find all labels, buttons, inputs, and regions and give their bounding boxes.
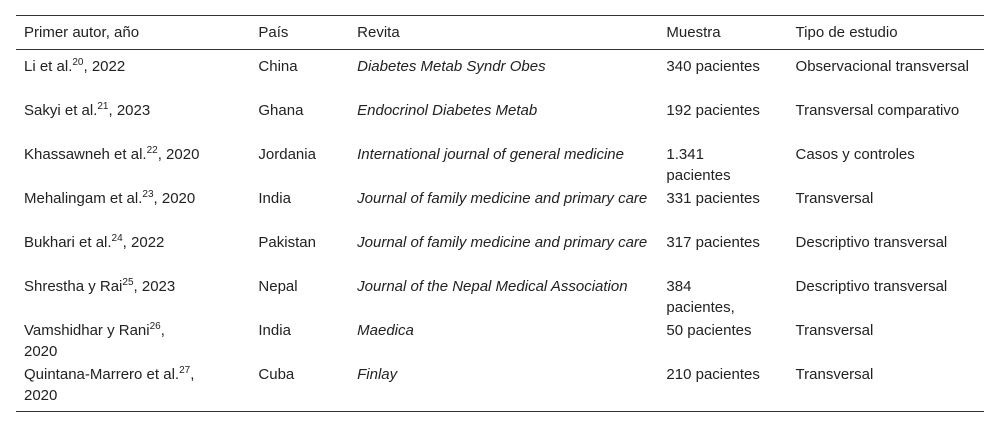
table-row: [16, 362, 984, 412]
author-text: [24, 144, 200, 165]
author-text: [24, 188, 200, 209]
cell-journal: Journal of the Nepal Medical Association: [357, 278, 628, 295]
cell-journal: International journal of general medicine: [357, 146, 624, 163]
author-year: , 2022: [122, 234, 165, 251]
study-table-container: [16, 15, 984, 412]
header-sample: Muestra: [666, 24, 721, 41]
author-name: Quintana-Marrero et al.: [24, 366, 180, 383]
table-row: [16, 274, 984, 318]
author-text: [24, 364, 200, 406]
author-year: , 2020: [153, 190, 196, 207]
cell-study-type: Transversal: [795, 366, 874, 383]
author-text: [24, 56, 200, 77]
cell-sample: [658, 230, 787, 274]
author-year: , 2020: [24, 322, 165, 360]
author-year: , 2023: [133, 278, 176, 295]
cell-country: China: [258, 58, 298, 75]
cell-author: [16, 98, 250, 142]
header-row: [16, 16, 984, 50]
cell-study-type: Transversal comparativo: [795, 102, 960, 119]
cell-study-type: Transversal: [795, 322, 874, 339]
author-name: Vamshidhar y Rani: [24, 322, 150, 339]
cell-journal: Journal of family medicine and primary care: [357, 234, 648, 251]
author-year: , 2023: [108, 102, 151, 119]
author-text: [24, 276, 200, 297]
reference-number: 23: [142, 189, 154, 200]
cell-sample: [658, 186, 787, 230]
cell-sample: [658, 318, 787, 362]
cell-author: [16, 318, 250, 362]
sample-text: 210 pacientes: [666, 366, 760, 383]
cell-sample: [658, 50, 787, 99]
cell-author: [16, 50, 250, 99]
cell-journal: Finlay: [357, 366, 398, 383]
reference-number: 27: [179, 365, 191, 376]
sample-text: 331 pacientes: [666, 190, 760, 207]
cell-country: Ghana: [258, 102, 304, 119]
reference-number: 20: [72, 57, 84, 68]
author-name: Khassawneh et al.: [24, 146, 147, 163]
cell-author: [16, 142, 250, 186]
cell-journal: Endocrinol Diabetes Metab: [357, 102, 538, 119]
reference-number: 21: [97, 101, 109, 112]
header-journal: Revita: [357, 24, 400, 41]
sample-text: 384 pacientes,: [666, 278, 735, 316]
sample-text: 1.341 pacientes: [666, 146, 731, 184]
cell-author: [16, 230, 250, 274]
cell-author: [16, 186, 250, 230]
sample-text: 340 pacientes: [666, 58, 760, 75]
cell-study-type: Descriptivo transversal: [795, 234, 948, 251]
table-body: [16, 50, 984, 412]
cell-study-type: Transversal: [795, 190, 874, 207]
reference-number: 26: [149, 321, 161, 332]
author-text: [24, 232, 200, 253]
cell-study-type: Casos y controles: [795, 146, 915, 163]
author-name: Bukhari et al.: [24, 234, 112, 251]
cell-sample: [658, 142, 787, 186]
table-row: [16, 230, 984, 274]
table-row: [16, 142, 984, 186]
author-year: , 2020: [24, 366, 195, 404]
cell-author: [16, 274, 250, 318]
author-name: Li et al.: [24, 58, 73, 75]
table-row: [16, 98, 984, 142]
sample-text: 192 pacientes: [666, 102, 760, 119]
author-name: Shrestha y Rai: [24, 278, 123, 295]
cell-journal: Diabetes Metab Syndr Obes: [357, 58, 546, 75]
cell-journal: Journal of family medicine and primary care: [357, 190, 648, 207]
cell-author: [16, 362, 250, 412]
table-row: [16, 186, 984, 230]
cell-sample: [658, 274, 787, 318]
author-name: Sakyi et al.: [24, 102, 98, 119]
author-name: Mehalingam et al.: [24, 190, 143, 207]
author-text: [24, 320, 200, 362]
table-row: [16, 318, 984, 362]
table-header: [16, 16, 984, 50]
cell-sample: [658, 98, 787, 142]
author-text: [24, 100, 200, 121]
reference-number: 22: [146, 145, 158, 156]
cell-study-type: Observacional transversal: [795, 58, 969, 75]
reference-number: 25: [122, 277, 134, 288]
cell-country: Cuba: [258, 366, 295, 383]
cell-study-type: Descriptivo transversal: [795, 278, 948, 295]
cell-country: Jordania: [258, 146, 316, 163]
author-year: , 2022: [83, 58, 126, 75]
reference-number: 24: [111, 233, 123, 244]
sample-text: 317 pacientes: [666, 234, 760, 251]
cell-country: Nepal: [258, 278, 298, 295]
author-year: , 2020: [157, 146, 200, 163]
header-study-type: Tipo de estudio: [795, 24, 898, 41]
header-country: País: [258, 24, 289, 41]
study-table: [16, 15, 984, 412]
sample-text: 50 pacientes: [666, 322, 752, 339]
cell-country: Pakistan: [258, 234, 316, 251]
cell-journal: Maedica: [357, 322, 414, 339]
header-author: Primer autor, año: [24, 24, 140, 41]
cell-country: India: [258, 190, 291, 207]
cell-country: India: [258, 322, 291, 339]
cell-sample: [658, 362, 787, 412]
table-row: [16, 50, 984, 99]
